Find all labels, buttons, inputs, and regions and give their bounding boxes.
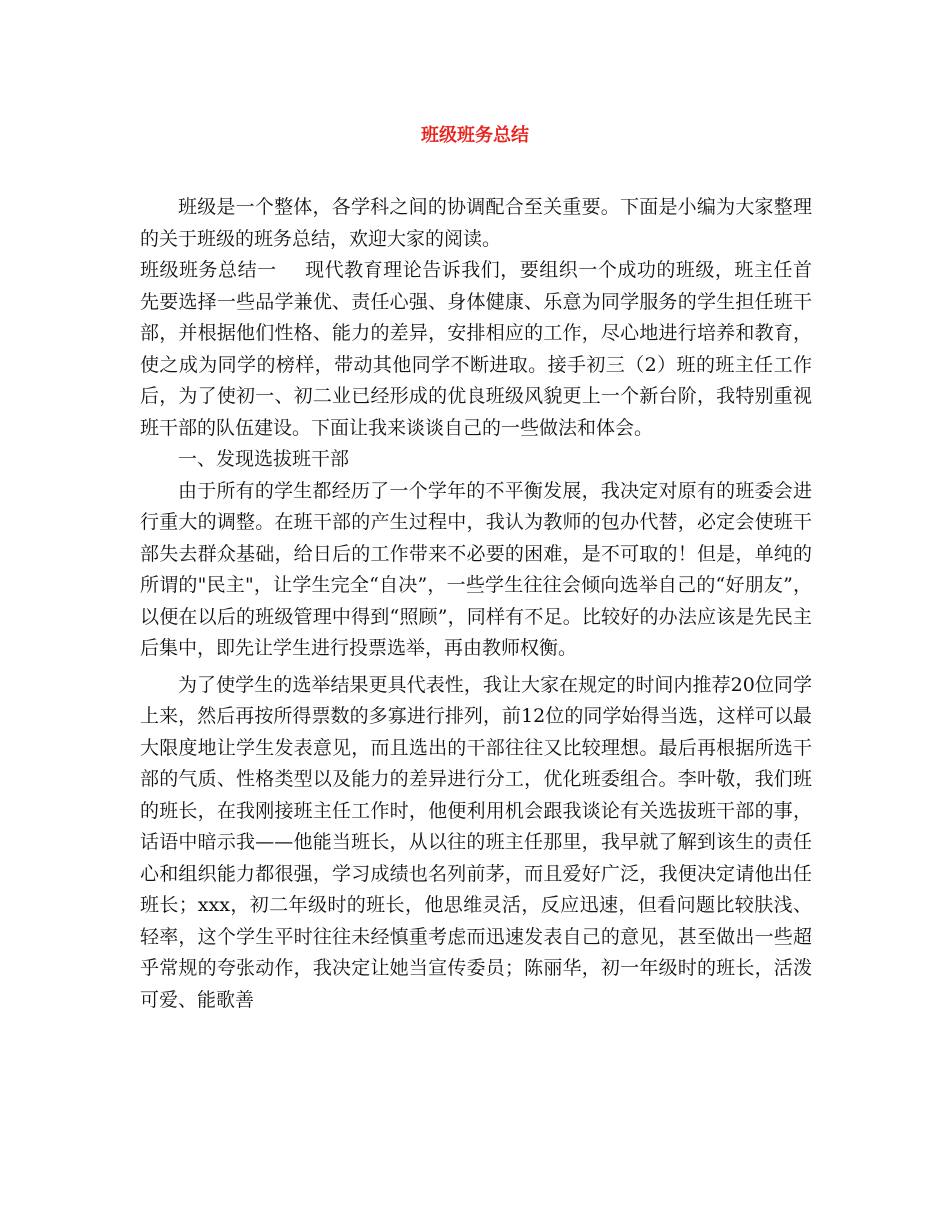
part1-paragraph: [140, 255, 812, 444]
document-body: [140, 192, 812, 1016]
part1-text: 现代教育理论告诉我们，要组织一个成功的班级，班主任首先要选择一些品学兼优、责任心强、身体健康、乐意为同学服务的学生担任班干部，并根据他们性格、能力的差异，安排相应的工作，尽心地进行培养和教育，使之成为同学的榜样，带动其他同学不断进取。接手初三（2）班的班主任工作后，为了使初一、初二业已经形成的优良班级风貌更上一个新台阶，我特别重视班干部的队伍建设。下面让我来谈谈自己的一些做法和体会。: [140, 259, 812, 439]
intro-paragraph: 班级是一个整体，各学科之间的协调配合至关重要。下面是小编为大家整理的关于班级的班务总结，欢迎大家的阅读。: [140, 196, 812, 250]
part1-heading: 班级班务总结一: [140, 259, 277, 281]
select-paragraph: 由于所有的学生都经历了一个学年的不平衡发展，我决定对原有的班委会进行重大的调整。在班干部的产生过程中，我认为教师的包办代替，必定会使班干部失去群众基础，给日后的工作带来不必要的困难，是不可取的！但是，单纯的所谓的"民主"，让学生完全“自决”，一些学生往往会倾向选举自己的“好朋友”，以便在以后的班级管理中得到“照顾”，同样有不足。比较好的办法应该是先民主后集中，即先让学生进行投票选举，再由教师权衡。: [140, 479, 812, 659]
document-title: 班级班务总结: [421, 125, 529, 146]
section1-heading: 一、发现选拔班干部: [178, 448, 350, 470]
vote-paragraph: 为了使学生的选举结果更具代表性，我让大家在规定的时间内推荐20位同学上来，然后再按所得票数的多寡进行排列，前12位的同学始得当选，这样可以最大限度地让学生发表意见，而且选出的干部往往又比较理想。最后再根据所选干部的气质、性格类型以及能力的差异进行分工，优化班委组合。李叶敬，我们班的班长，在我刚接班主任工作时，他便利用机会跟我谈论有关选拔班干部的事，话语中暗示我——他能当班长，从以往的班主任那里，我早就了解到该生的责任心和组织能力都很强，学习成绩也名列前茅，而且爱好广泛，我便决定请他出任班长；xxx，初二年级时的班长，他思维灵活，反应迅速，但看问题比较肤浅、轻率，这个学生平时往往未经慎重考虑而迅速发表自己的意见，甚至做出一些超乎常规的夸张动作，我决定让她当宣传委员；陈丽华，初一年级时的班长，活泼可爱、能歌善: [140, 673, 812, 1011]
